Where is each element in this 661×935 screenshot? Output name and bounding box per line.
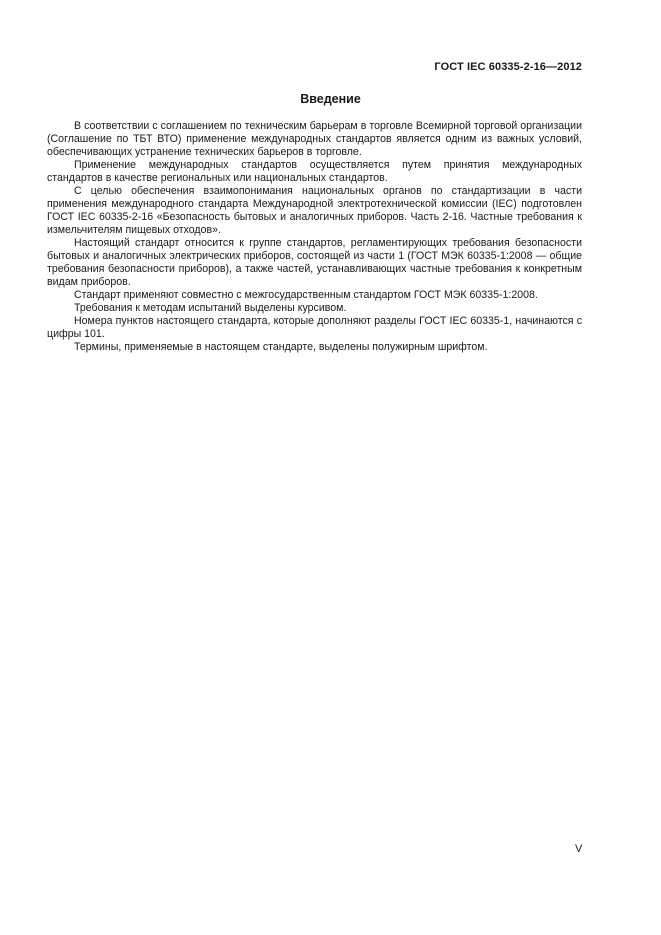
- paragraph: Стандарт применяют совместно с межгосударственным стандартом ГОСТ МЭК 60335-1:2008.: [74, 289, 538, 301]
- document-header: ГОСТ IEC 60335-2-16—2012: [434, 61, 582, 73]
- paragraph: Настоящий стандарт относится к группе стандартов, регламентирующих требования безопасности бытовых и аналогичных электрических приборов, состоящей из части 1 (ГОСТ МЭК 60335-1:2008 — общие требования безопасности приборов), а также частей, устанавливающих частные требования к конкретным видам приборов.: [47, 237, 582, 288]
- document-body: [47, 120, 582, 354]
- paragraph: Термины, применяемые в настоящем стандарте, выделены полужирным шрифтом.: [74, 341, 488, 353]
- paragraph: С целью обеспечения взаимопонимания национальных органов по стандартизации в части применения международного стандарта Международной электротехнической комиссии (IEC) подготовлен ГОСТ IEC 60335-2-16 «Безопасность бытовых и аналогичных приборов. Часть 2-16. Частные требования к измельчителям пищевых отходов».: [47, 185, 582, 236]
- section-title: Введение: [300, 92, 361, 106]
- paragraph: В соответствии с соглашением по техническим барьерам в торговле Всемирной торговой организации (Соглашение по ТБТ ВТО) применение международных стандартов является одним из важных условий, обеспечивающих устранение технических барьеров в торговле.: [47, 120, 582, 158]
- paragraph: Номера пунктов настоящего стандарта, которые дополняют разделы ГОСТ IEC 60335-1, начинаются с цифры 101.: [47, 315, 582, 340]
- page-number: V: [575, 843, 583, 855]
- paragraph: Требования к методам испытаний выделены курсивом.: [74, 302, 347, 314]
- paragraph: Применение международных стандартов осуществляется путем принятия международных стандартов в качестве региональных или национальных стандартов.: [47, 159, 582, 184]
